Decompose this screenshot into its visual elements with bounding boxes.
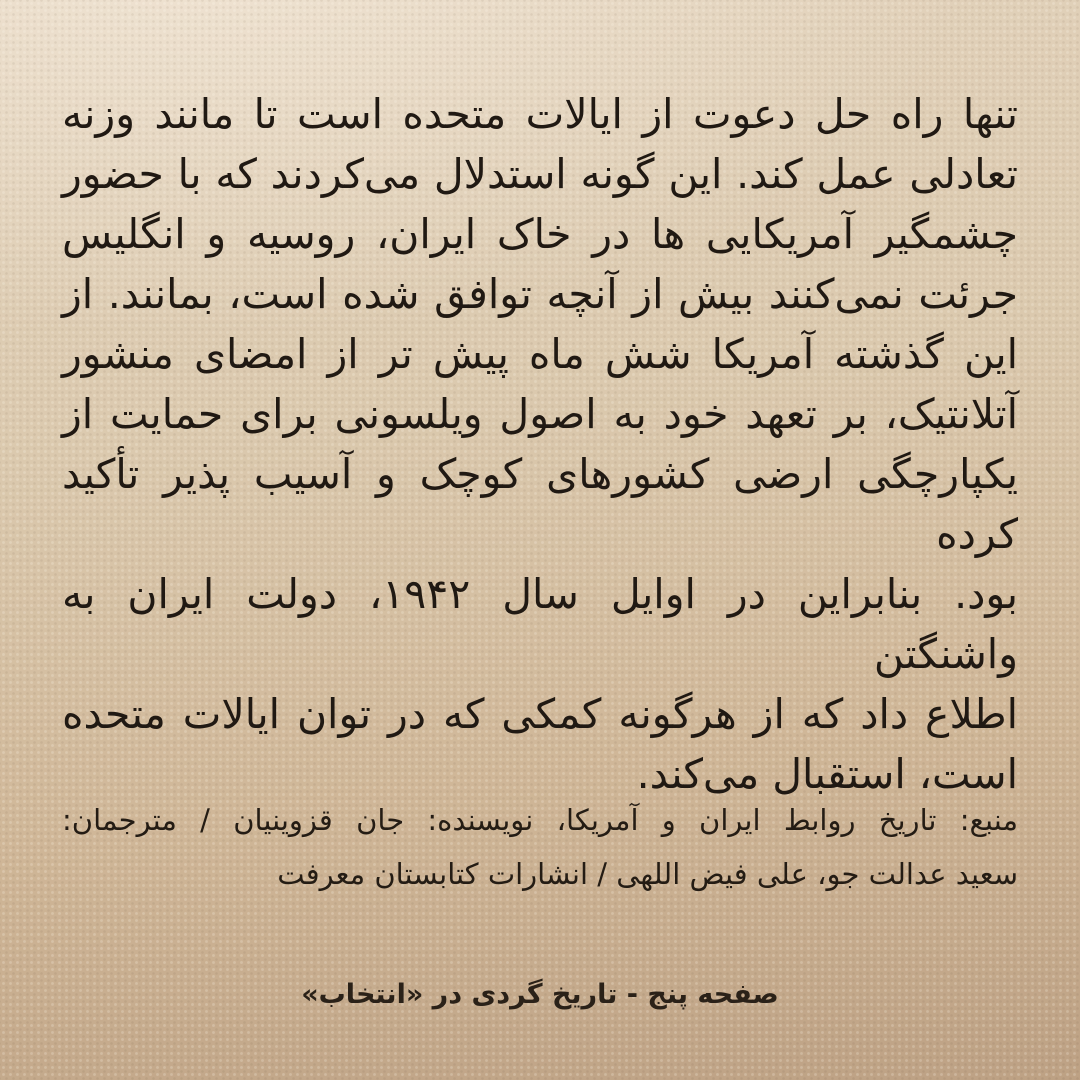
text-line: چشمگیر آمریکایی ها در خاک ایران، روسیه و انگلیس [62, 210, 1018, 258]
text-line: یکپارچگی ارضی کشورهای کوچک و آسیب پذیر تأکید کرده [62, 450, 1018, 558]
text-line: تنها راه حل دعوت از ایالات متحده است تا مانند وزنه [62, 90, 1018, 138]
article-text [62, 84, 1018, 804]
text-line: این گذشته آمریکا شش ماه پیش تر از امضای منشور [62, 330, 1018, 378]
source-line: منبع: تاریخ روابط ایران و آمریکا، نویسنده: جان قزوینیان / مترجمان: [62, 803, 1018, 837]
page-footer: صفحه پنج - تاریخ گردی در «انتخاب» [301, 979, 779, 1010]
source-citation [62, 793, 1018, 901]
source-line: سعید عدالت جو، علی فیض اللهی / انشارات کتابستان معرفت [277, 857, 1018, 891]
text-line: جرئت نمی‌کنند بیش از آنچه توافق شده است، بمانند. از [62, 270, 1018, 318]
text-line: است، استقبال می‌کند. [636, 750, 1018, 798]
text-line: آتلانتیک، بر تعهد خود به اصول ویلسونی برای حمایت از [62, 390, 1018, 438]
text-line: بود. بنابراین در اوایل سال ۱۹۴۲، دولت ایران به واشنگتن [62, 570, 1018, 678]
text-line: اطلاع داد که از هرگونه کمکی که در توان ایالات متحده [62, 690, 1018, 738]
text-line: تعادلی عمل کند. این گونه استدلال می‌کردند که با حضور [62, 150, 1018, 198]
